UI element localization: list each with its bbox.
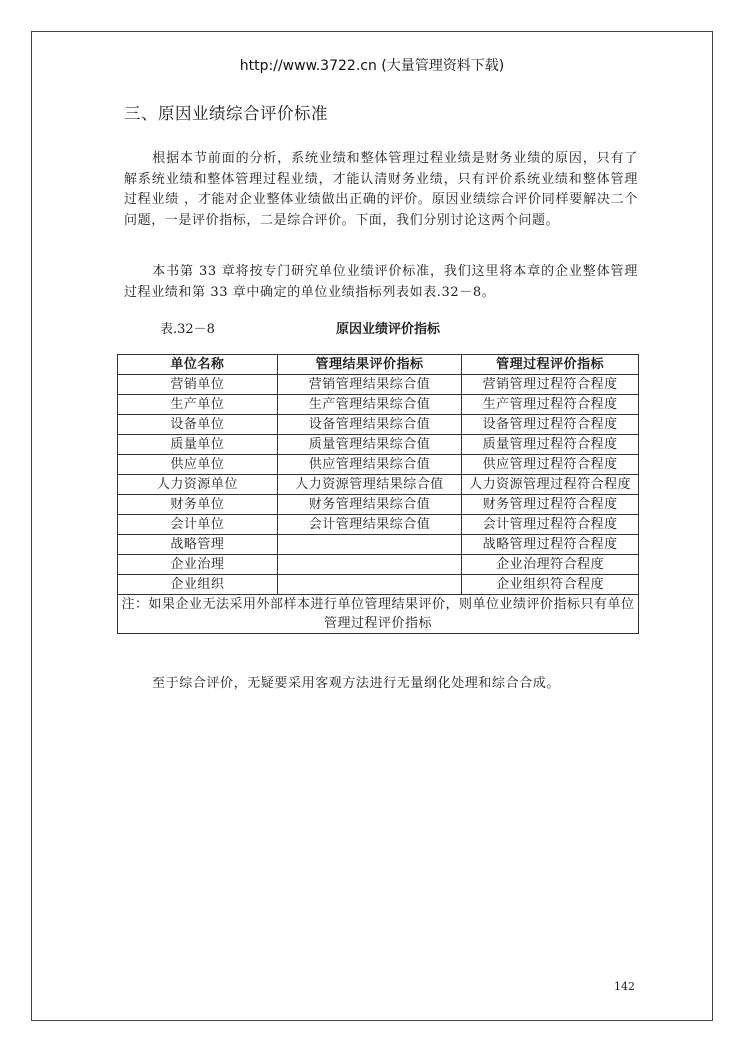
cell-unit: 企业组织 [118,575,278,595]
cell-result: 设备管理结果综合值 [277,415,462,435]
table-row [118,515,639,535]
cell-unit: 财务单位 [118,495,278,515]
cell-unit: 设备单位 [118,415,278,435]
table-row [118,435,639,455]
cell-result: 人力资源管理结果综合值 [277,475,462,495]
table-row [118,535,639,555]
paragraph-conclusion [124,674,638,695]
paragraph-intro-text: 根据本节前面的分析，系统业绩和整体管理过程业绩是财务业绩的原因，只有了解系统业绩和整体管理过程业绩，才能认清财务业绩，只有评价系统业绩和整体管理过程业绩 ，才能对企业整体业绩做出正确的评价。原因业绩综合评价同样要解决二个问题，一是评价指标，二是综合评价。下面，我们分别讨论这两个问题。 [124,151,638,228]
cell-process: 财务管理过程符合程度 [462,495,639,515]
table-note: 注：如果企业无法采用外部样本进行单位管理结果评价，则单位业绩评价指标只有单位管理过程评价指标 [118,595,639,634]
cell-unit: 质量单位 [118,435,278,455]
cell-result: 营销管理结果综合值 [277,375,462,395]
cell-process: 战略管理过程符合程度 [462,535,639,555]
cell-result [277,535,462,555]
cell-unit: 生产单位 [118,395,278,415]
table-row [118,375,639,395]
table-row [118,475,639,495]
cell-process: 生产管理过程符合程度 [462,395,639,415]
cell-result [277,575,462,595]
cell-process: 人力资源管理过程符合程度 [462,475,639,495]
table-title: 原因业绩评价指标 [336,322,441,337]
paragraph-reference-text: 本书第 33 章将按专门研究单位业绩评价标准，我们这里将本章的企业整体管理过程业绩和第 33 章中确定的单位业绩指标列表如表.32－8。 [124,264,638,300]
table-row [118,415,639,435]
table-row [118,495,639,515]
cell-process: 供应管理过程符合程度 [462,455,639,475]
paragraph-conclusion-text: 至于综合评价，无疑要采用客观方法进行无量纲化处理和综合合成。 [152,676,561,691]
evaluation-table [117,354,639,634]
page-number: 142 [614,980,635,993]
cell-unit: 会计单位 [118,515,278,535]
cell-unit: 营销单位 [118,375,278,395]
paragraph-intro [124,149,638,231]
header-url: http://www.3722.cn (大量管理资料下载) [239,58,505,74]
header-process-indicator: 管理过程评价指标 [462,355,639,375]
cell-unit: 战略管理 [118,535,278,555]
table-row [118,395,639,415]
section-title: 三、原因业绩综合评价标准 [124,104,328,123]
table-row [118,455,639,475]
cell-result: 财务管理结果综合值 [277,495,462,515]
table-row [118,555,639,575]
cell-process: 会计管理过程符合程度 [462,515,639,535]
table-row [118,575,639,595]
cell-unit: 企业治理 [118,555,278,575]
cell-process: 设备管理过程符合程度 [462,415,639,435]
cell-process: 质量管理过程符合程度 [462,435,639,455]
cell-result: 质量管理结果综合值 [277,435,462,455]
cell-unit: 人力资源单位 [118,475,278,495]
paragraph-reference [124,262,638,303]
cell-result: 供应管理结果综合值 [277,455,462,475]
header-result-indicator: 管理结果评价指标 [277,355,462,375]
cell-process: 营销管理过程符合程度 [462,375,639,395]
cell-process: 企业组织符合程度 [462,575,639,595]
table-header-row [118,355,639,375]
cell-process: 企业治理符合程度 [462,555,639,575]
header-unit-name: 单位名称 [118,355,278,375]
cell-result: 生产管理结果综合值 [277,395,462,415]
cell-result [277,555,462,575]
cell-unit: 供应单位 [118,455,278,475]
table-note-row [118,595,639,634]
cell-result: 会计管理结果综合值 [277,515,462,535]
table-caption: 表.32－8 [160,322,215,337]
